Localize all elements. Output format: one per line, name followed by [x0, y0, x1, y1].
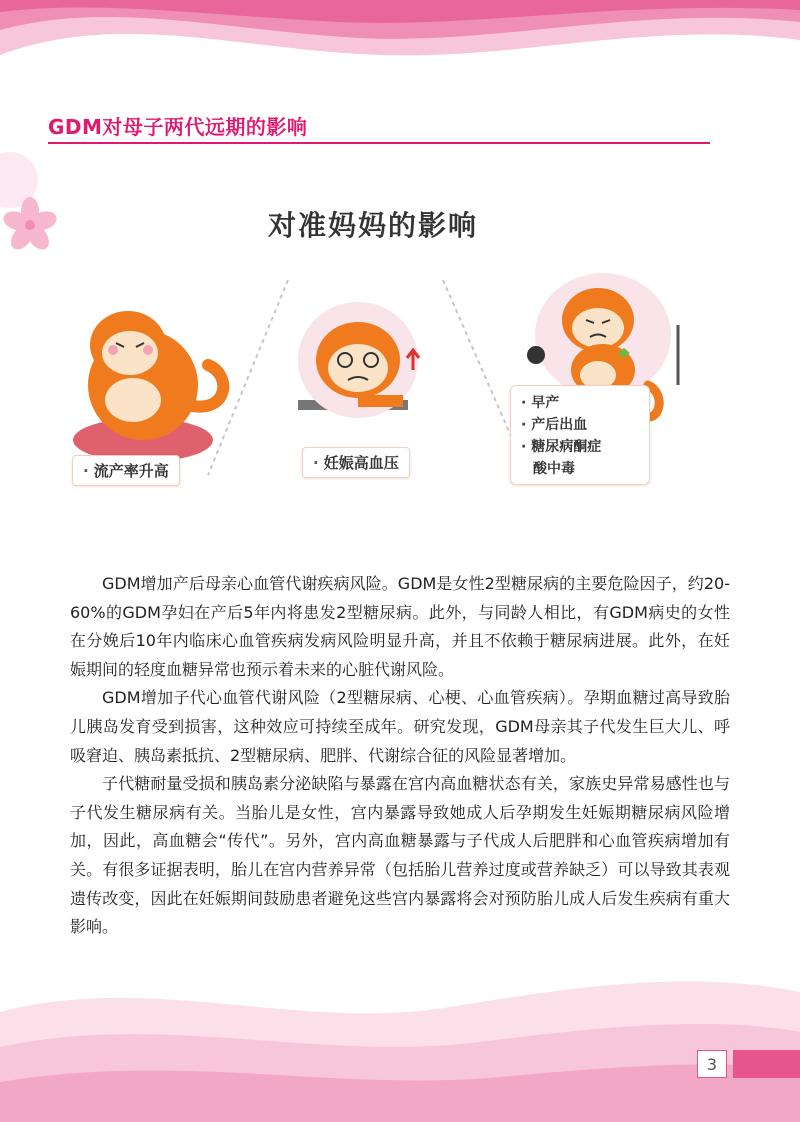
paragraph: 子代糖耐量受损和胰岛素分泌缺陷与暴露在宫内高血糖状态有关，家族史异常易感性也与子代发生糖尿病有关。当胎儿是女性，宫内暴露导致她成人后孕期发生妊娠期糖尿病风险增加，因此，高血糖会“传代”。另外，宫内高血糖暴露与子代成人后肥胖和心血管疾病增加有关。有很多证据表明，胎儿在宫内营养异常（包括胎儿营养过度或营养缺乏）可以导致其表观遗传改变，因此在妊娠期间鼓励患者避免这些宫内暴露将会对预防胎儿成人后发生疾病有重大影响。 — [70, 774, 730, 937]
crying-monkey-illustration — [73, 311, 223, 462]
label-item: · 产后出血 — [521, 417, 588, 433]
section-title: GDM对母子两代远期的影响 — [48, 115, 308, 139]
footer-wave-decoration — [0, 952, 800, 1122]
page-number-bar — [733, 1050, 800, 1078]
title-underline — [48, 142, 710, 144]
paragraph: GDM增加子代心血管代谢风险（2型糖尿病、心梗、心血管疾病）。孕期血糖过高导致胎儿胰岛发育受到损害，这种效应可持续至成年。研究发现，GDM母亲其子代发生巨大儿、呼吸窘迫、胰岛素抵抗、2型糖尿病、肥胖、代谢综合征的风险显著增加。 — [70, 688, 730, 765]
illustration-heading: 对准妈妈的影响 — [267, 209, 478, 242]
label-item: · 糖尿病酮症 — [521, 439, 602, 455]
label-miscarriage: · 流产率升高 — [72, 455, 180, 486]
bullet-dot: · — [313, 454, 319, 472]
paragraph: GDM增加产后母亲心血管代谢疾病风险。GDM是女性2型糖尿病的主要危险因子，约20-60%的GDM孕妇在产后5年内将患发2型糖尿病。此外，与同龄人相比，有GDM病史的女性在分娩后10年内临床心血管疾病发病风险明显升高，并且不依赖于糖尿病进展。此外，在妊娠期间的轻度血糖异常也预示着未来的心脏代谢风险。 — [70, 574, 730, 679]
label-item: 酸中毒 — [533, 461, 575, 477]
page-number: 3 — [697, 1050, 727, 1078]
label-gestational-hypertension: · 妊娠高血压 — [302, 447, 410, 478]
bullet-dot: · — [83, 462, 89, 480]
header-wave-decoration — [0, 0, 800, 80]
body-text — [70, 570, 730, 942]
dizzy-monkey-illustration — [298, 302, 419, 418]
label-list-complications — [510, 385, 650, 485]
label-item: · 早产 — [521, 395, 560, 411]
